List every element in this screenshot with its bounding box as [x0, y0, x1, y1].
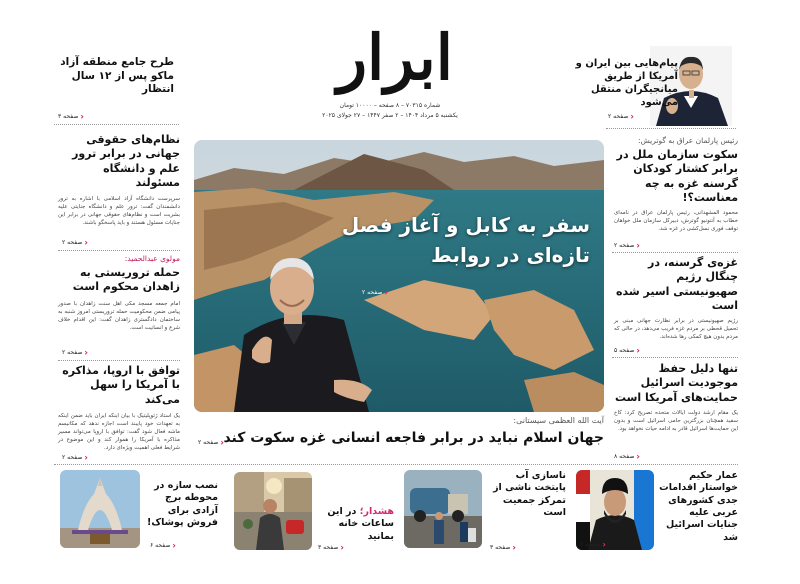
- bottom-story-3-photo[interactable]: [234, 472, 312, 550]
- right-story-3[interactable]: [614, 362, 738, 433]
- bottom-story-3-alert: هشدار؛: [359, 506, 394, 517]
- right-story-2[interactable]: [614, 256, 738, 341]
- right-story-1-page-ref[interactable]: ‹‹‹ صفحه ۲: [614, 241, 637, 250]
- left-story-1-page-ref[interactable]: ‹‹‹ صفحه ۲: [62, 238, 85, 247]
- bottom-story-1-photo[interactable]: [576, 470, 654, 550]
- masthead: [295, 18, 485, 130]
- left-story-2-kicker: مولوی عبدالحمید:: [124, 254, 180, 263]
- hero-headline[interactable]: سفر به کابل و آغاز فصل تازه‌ای در روابط: [341, 213, 590, 267]
- top-left-headline[interactable]: طرح جامع منطقه آزاد ماکو پس از ۱۲ سال انتظار: [60, 56, 174, 96]
- right-story-1[interactable]: [614, 136, 738, 233]
- bottom-story-3[interactable]: [316, 506, 394, 543]
- main-story-kicker: آیت الله العظمی سیستانی:: [513, 416, 604, 425]
- top-right-story[interactable]: [572, 57, 678, 109]
- chevron-icon: ‹‹‹: [636, 241, 637, 250]
- left-story-1-headline[interactable]: نظام‌های حقوقی جهانی در برابر ترور علم و دانشگاه مسئولند: [72, 133, 180, 189]
- left-story-3-headline[interactable]: توافق با اروپا، مذاکره با آمریکا را سهل می‌کند: [62, 364, 180, 406]
- bottom-story-3-headline[interactable]: در این ساعات خانه بمانید: [327, 506, 394, 542]
- main-story-page-ref[interactable]: ‹‹‹ صفحه ۲: [198, 438, 221, 447]
- right-story-1-headline[interactable]: سکوت سازمان ملل در برابر کشتار کودکان گرسنه غزه به چه معناست؟!: [616, 148, 738, 204]
- bottom-story-2[interactable]: [484, 470, 566, 519]
- bottom-story-4-headline[interactable]: نصب سازه در محوطه برج آزادی برای فروش پوشاک!: [147, 480, 218, 529]
- bottom-story-1-page-ref[interactable]: ‹‹‹ صفحه ۸: [580, 540, 603, 549]
- masthead-date-line: یکشنبه ۵ مرداد ۱۴۰۴ – ۲ صفر ۱۴۴۷ – ۲۷ جولای ۲۰۲۵: [322, 112, 458, 119]
- chevron-icon: ‹‹‹: [80, 112, 81, 121]
- bottom-story-2-page-ref[interactable]: ‹‹‹ صفحه ۳: [490, 543, 513, 552]
- bottom-story-3-page-ref[interactable]: ‹‹‹ صفحه ۳: [318, 543, 341, 552]
- bottom-story-1-headline[interactable]: عمار حکیم خواستار اقدامات جدی کشورهای عربی علیه جنایات اسرائیل شد: [659, 470, 738, 543]
- top-right-page-ref[interactable]: ‹‹‹ صفحه ۲: [608, 112, 631, 121]
- top-left-page-ref[interactable]: ‹‹‹ صفحه ۳: [58, 112, 81, 121]
- chevron-icon: ‹‹‹: [636, 346, 637, 355]
- left-story-2-headline[interactable]: حمله تروریستی به زاهدان محکوم است: [72, 266, 180, 294]
- top-right-headline[interactable]: پیام‌هایی بین ایران و آمریکا از طریق میانجیگران منتقل می‌شود: [575, 58, 678, 108]
- chevron-icon: ‹‹‹: [172, 541, 173, 550]
- right-story-3-body: یک مقام ارشد دولت ایالات متحده تصریح کرد: کاخ سفید همچنان بزرگترین حامی اسرائیل است و بدون این حمایت‌ها اسرائیل قادر به ادامه حیات نخواهد بود.: [614, 409, 738, 432]
- right-story-2-page-ref[interactable]: ‹‹‹ صفحه ۵: [614, 346, 637, 355]
- chevron-icon: ‹‹‹: [340, 543, 341, 552]
- bottom-story-2-photo[interactable]: [404, 470, 482, 548]
- bottom-story-2-headline[interactable]: ناسازی آب پایتخت ناشی از تمرکز جمعیت است: [493, 470, 566, 519]
- masthead-logo: ابرار: [337, 21, 453, 94]
- left-story-2-page-ref[interactable]: ‹‹‹ صفحه ۲: [62, 348, 85, 357]
- chevron-icon: ‹‹‹: [512, 543, 513, 552]
- bottom-story-4[interactable]: [144, 480, 218, 529]
- right-story-1-kicker: رئیس پارلمان عراق به گوتریش:: [638, 136, 738, 145]
- main-story-headline[interactable]: جهان اسلام نباید در برابر فاجعه انسانی غزه سکوت کند: [223, 430, 604, 446]
- left-story-2-body: امام جمعه مسجد مکی اهل سنت زاهدان با صدور پیامی ضمن محکومیت حمله تروریستی امروز شنبه به ساختمان دادگستری زاهدان گفت: این اقدام خلاف شرع و انسانیت است.: [58, 300, 180, 331]
- left-story-1-body: سرپرست دانشگاه آزاد اسلامی با اشاره به ترور دانشمندان گفت: ترور علم و دانشگاه جنایتی علیه بشریت است و نظام‌های حقوقی جهانی در برابر این جنایات مسئول هستند و باید پاسخگو باشند.: [58, 196, 180, 227]
- right-story-3-page-ref[interactable]: ‹‹‹ صفحه ۸: [614, 452, 637, 461]
- left-story-3[interactable]: [58, 364, 180, 452]
- chevron-icon: ‹‹‹: [602, 540, 603, 549]
- azadi-tower-photo: [60, 470, 140, 548]
- right-story-2-body: رژیم صهیونیستی در برابر نظارت جهانی مبنی بر تحمیل قحطی بر مردم غزه فریب می‌دهد، در حالی که مردم بدون هیچ کمکی رها شده‌اند.: [614, 318, 738, 341]
- bottom-story-4-page-ref[interactable]: ‹‹‹ صفحه ۶: [150, 541, 173, 550]
- left-story-3-page-ref[interactable]: ‹‹‹ صفحه ۲: [62, 453, 85, 462]
- hero-landscape-image: [194, 140, 604, 412]
- chevron-icon: ‹‹‹: [636, 452, 637, 461]
- water-tanker-photo: [404, 470, 482, 548]
- chevron-icon: ‹‹‹: [84, 348, 85, 357]
- bottom-story-4-photo[interactable]: [60, 470, 140, 548]
- chevron-icon: ‹‹‹: [630, 112, 631, 121]
- iraqi-cleric-photo: [576, 470, 654, 550]
- left-story-1[interactable]: [58, 133, 180, 227]
- left-story-2[interactable]: [58, 254, 180, 332]
- masthead-issue-line: شماره ۷۰۳۱۵ – ۸ صفحه – ۱۰۰۰۰ تومان: [339, 102, 441, 109]
- chevron-icon: ‹‹‹: [84, 453, 85, 462]
- left-story-3-body: یک استاد ژئوپلیتیک با بیان اینکه ایران باید ضمن اینکه به تعهدات خود پایبند است اجازه ندهد که مکانیسم ماشه فعال شود گفت: توافق با اروپا می‌تواند مسیر مذاکره با آمریکا را هموار کند و این موضوع در شرایط فعلی اهمیت ویژه‌ای دارد.: [58, 412, 180, 451]
- chevron-icon: ‹‹‹: [384, 288, 385, 297]
- heat-street-photo: [234, 472, 312, 550]
- right-story-3-headline[interactable]: تنها دلیل حفظ موجودیت اسرائیل حمایت‌های آمریکا است: [614, 362, 738, 404]
- hero-photo[interactable]: [194, 140, 604, 412]
- main-story[interactable]: [200, 416, 604, 447]
- top-left-story[interactable]: [54, 56, 174, 97]
- right-story-2-headline[interactable]: غزه‌ی گرسنه، در چنگال رژیم صهیونیستی اسیر شده است: [616, 256, 738, 312]
- bottom-story-1[interactable]: [656, 470, 738, 544]
- chevron-icon: ‹‹‹: [220, 438, 221, 447]
- right-story-1-body: محمود المشهدانی، رئیس پارلمان عراق در نامه‌ای خطاب به آنتونیو گوترش، دبیرکل سازمان ملل خواهان توقف فوری نسل‌کشی در غزه شد.: [614, 210, 738, 233]
- hero-page-ref[interactable]: ‹‹‹ صفحه ۲: [362, 288, 385, 297]
- chevron-icon: ‹‹‹: [84, 238, 85, 247]
